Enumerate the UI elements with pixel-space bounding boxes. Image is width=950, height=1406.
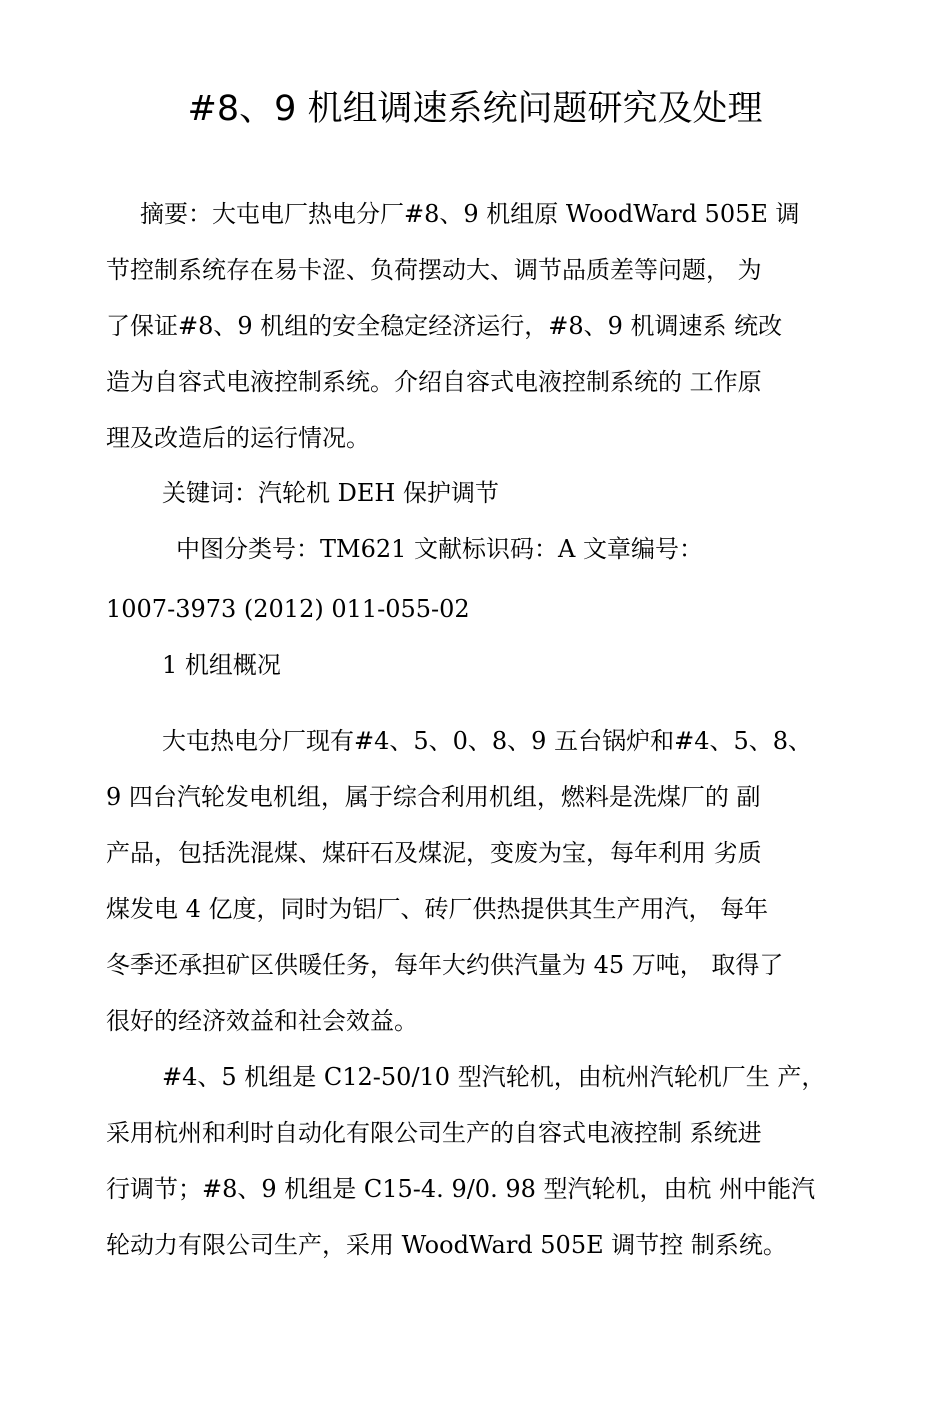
abstract-line: 节控制系统存在易卡涩、负荷摆动大、调节品质差等问题， 为: [106, 256, 762, 284]
abstract-line: 造为自容式电液控制系统。介绍自容式电液控制系统的 工作原: [106, 368, 762, 396]
paragraph-line: 9 四台汽轮发电机组，属于综合利用机组，燃料是洗煤厂的 副: [106, 783, 761, 811]
paragraph-line: #4、5 机组是 C12-50/10 型汽轮机，由杭州汽轮机厂生 产，: [162, 1063, 826, 1091]
abstract-line: 理及改造后的运行情况。: [106, 424, 370, 452]
paragraph-line: 轮动力有限公司生产，采用 WoodWard 505E 调节控 制系统。: [106, 1231, 787, 1259]
body-paragraph-2: [106, 1049, 848, 1273]
keywords-line: 关键词：汽轮机 DEH 保护调节: [162, 479, 499, 507]
abstract-line: 了保证#8、9 机组的安全稳定经济运行，#8、9 机调速系 统改: [106, 312, 783, 340]
paragraph-line: 大屯热电分厂现有#4、5、0、8、9 五台锅炉和#4、5、8、: [162, 727, 813, 755]
section-heading: 1 机组概况: [162, 651, 281, 679]
paragraph-line: 采用杭州和利时自动化有限公司生产的自容式电液控制 系统进: [106, 1119, 762, 1147]
classification-line: 中图分类号：TM621 文献标识码：A 文章编号：: [176, 535, 703, 563]
article-number: 1007-3973 (2012) 011-055-02: [106, 595, 470, 623]
paragraph-line: 煤发电 4 亿度，同时为铝厂、砖厂供热提供其生产用汽， 每年: [106, 895, 769, 923]
body-paragraph-1: [106, 713, 848, 1049]
paragraph-line: 行调节；#8、9 机组是 C15-4. 9/0. 98 型汽轮机，由杭 州中能汽: [106, 1175, 816, 1203]
document-title: #8、9 机组调速系统问题研究及处理: [187, 89, 763, 129]
paragraph-line: 冬季还承担矿区供暖任务，每年大约供汽量为 45 万吨， 取得了: [106, 951, 784, 979]
abstract-line: 摘要：大屯电厂热电分厂#8、9 机组原 WoodWard 505E 调: [140, 200, 800, 228]
paragraph-line: 产品，包括洗混煤、煤矸石及煤泥，变废为宝，每年利用 劣质: [106, 839, 762, 867]
abstract-paragraph: [106, 186, 848, 466]
paragraph-line: 很好的经济效益和社会效益。: [106, 1007, 418, 1035]
